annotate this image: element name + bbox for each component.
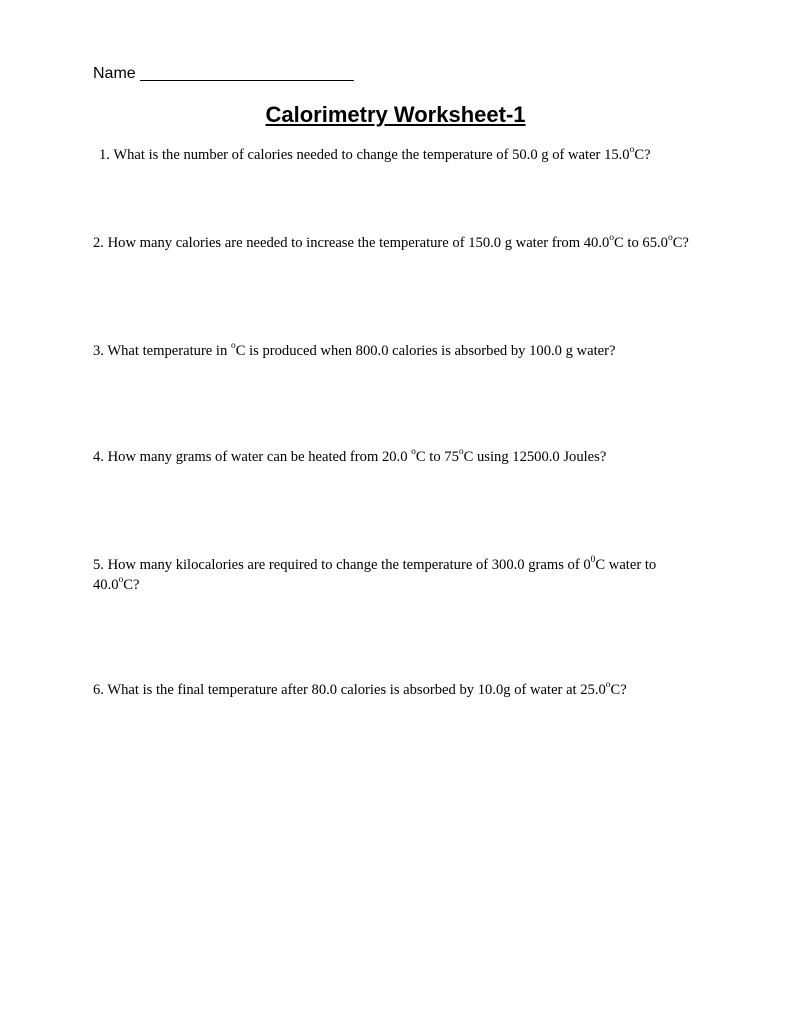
name-label: Name xyxy=(93,65,136,82)
degree-superscript: o xyxy=(629,145,635,156)
question-number: 3. xyxy=(93,343,104,359)
degree-superscript: o xyxy=(118,575,124,586)
question-text: How many grams of water can be heated from 20.0 xyxy=(107,449,412,465)
degree-superscript: o xyxy=(411,447,416,458)
question-5 xyxy=(93,555,703,595)
degree-superscript: 0 xyxy=(590,555,596,566)
question-text: C water to 40.0 xyxy=(93,557,657,593)
name-field xyxy=(93,64,354,84)
question-text: C to 65.0 xyxy=(614,235,668,251)
question-number: 1. xyxy=(99,147,110,163)
question-number: 4. xyxy=(93,449,104,465)
degree-superscript: o xyxy=(458,447,464,458)
question-number: 6. xyxy=(93,682,104,698)
question-1 xyxy=(99,145,709,165)
question-number: 2. xyxy=(93,235,104,251)
degree-superscript: o xyxy=(609,233,615,244)
question-text: C? xyxy=(123,577,140,593)
question-2 xyxy=(93,233,703,253)
question-text: C is produced when 800.0 calories is absorbed by 100.0 g water? xyxy=(235,343,616,359)
question-text: How many calories are needed to increase the temperature of 150.0 g water from 40.0 xyxy=(107,235,610,251)
question-text: What is the final temperature after 80.0 calories is absorbed by 10.0g of water at 25.0 xyxy=(107,682,606,698)
question-number: 5. xyxy=(93,557,104,573)
degree-superscript: o xyxy=(230,341,236,352)
question-4 xyxy=(93,447,703,467)
name-blank-line: ________________________ xyxy=(140,65,354,82)
page-title: Calorimetry Worksheet-1 xyxy=(265,102,526,127)
question-text: C? xyxy=(672,235,689,251)
question-text: How many kilocalories are required to change the temperature of 300.0 grams of 0 xyxy=(107,557,591,573)
question-3 xyxy=(93,341,703,361)
degree-superscript: o xyxy=(667,233,673,244)
degree-superscript: o xyxy=(605,680,611,691)
question-text: What is the number of calories needed to change the temperature of 50.0 g of water 15.0 xyxy=(113,147,630,163)
question-text: C? xyxy=(634,147,651,163)
question-text: C to 75 xyxy=(415,449,459,465)
question-text: C using 12500.0 Joules? xyxy=(463,449,607,465)
question-text: C? xyxy=(610,682,627,698)
question-6 xyxy=(93,680,703,700)
question-text: What temperature in xyxy=(107,343,231,359)
